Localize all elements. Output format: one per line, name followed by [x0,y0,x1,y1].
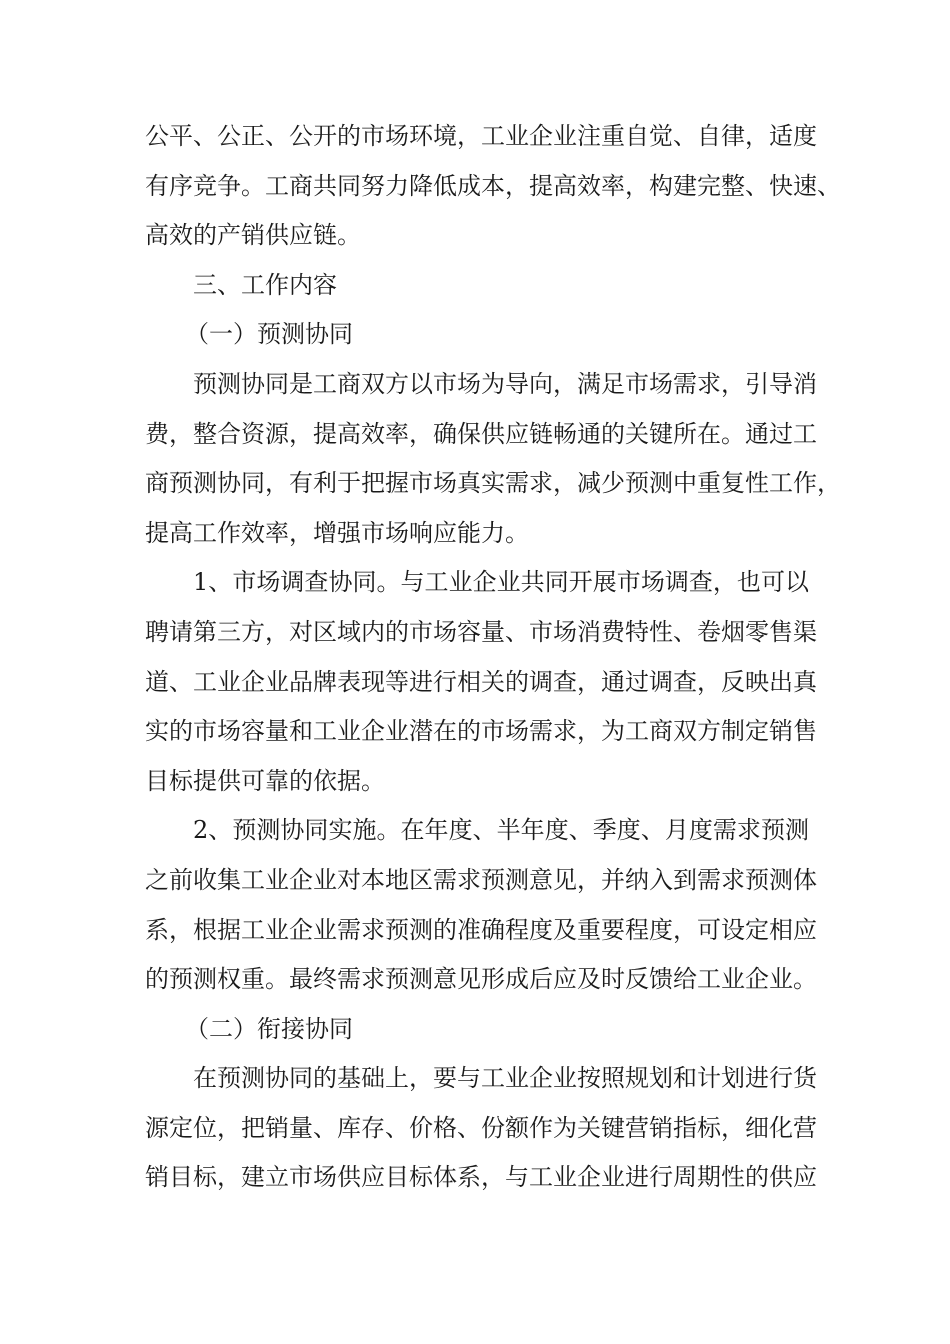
paragraph-line: 1、市场调查协同。与工业企业共同开展市场调查，也可以 [193,568,809,597]
paragraph-line: 费，整合资源，提高效率，确保供应链畅通的关键所在。通过工 [145,419,817,448]
paragraph-line: 源定位，把销量、库存、价格、份额作为关键营销指标，细化营 [145,1113,817,1142]
paragraph-line: 之前收集工业企业对本地区需求预测意见，并纳入到需求预测体 [145,865,817,894]
paragraph-line: 目标提供可靠的依据。 [145,766,385,795]
paragraph-line: 道、工业企业品牌表现等进行相关的调查，通过调查，反映出真 [145,667,817,696]
paragraph-line: 商预测协同，有利于把握市场真实需求，减少预测中重复性工作， [145,469,841,498]
paragraph-line: 在预测协同的基础上，要与工业企业按照规划和计划进行货 [193,1064,817,1093]
paragraph-line: 预测协同是工商双方以市场为导向，满足市场需求，引导消 [193,369,817,398]
document-body [145,112,841,1203]
paragraph-line: 公平、公正、公开的市场环境，工业企业注重自觉、自律，适度 [145,122,817,150]
paragraph-line: 销目标，建立市场供应目标体系，与工业企业进行周期性的供应 [145,1163,817,1192]
paragraph-line: 提高工作效率，增强市场响应能力。 [145,518,529,547]
paragraph-line: 系，根据工业企业需求预测的准确程度及重要程度，可设定相应 [145,915,817,944]
paragraph-line: 有序竞争。工商共同努力降低成本，提高效率，构建完整、快速、 [145,171,841,200]
paragraph-line: 的预测权重。最终需求预测意见形成后应及时反馈给工业企业。 [145,965,817,994]
paragraph-line: 实的市场容量和工业企业潜在的市场需求，为工商双方制定销售 [145,717,817,746]
paragraph-line: 聘请第三方，对区域内的市场容量、市场消费特性、卷烟零售渠 [145,617,817,646]
paragraph-line: 2、预测协同实施。在年度、半年度、季度、月度需求预测 [193,816,809,845]
subsection-heading: （一）预测协同 [185,320,353,349]
subsection-heading: （二）衔接协同 [185,1014,353,1043]
paragraph-line: 高效的产销供应链。 [145,221,361,250]
section-heading: 三、工作内容 [193,270,337,299]
